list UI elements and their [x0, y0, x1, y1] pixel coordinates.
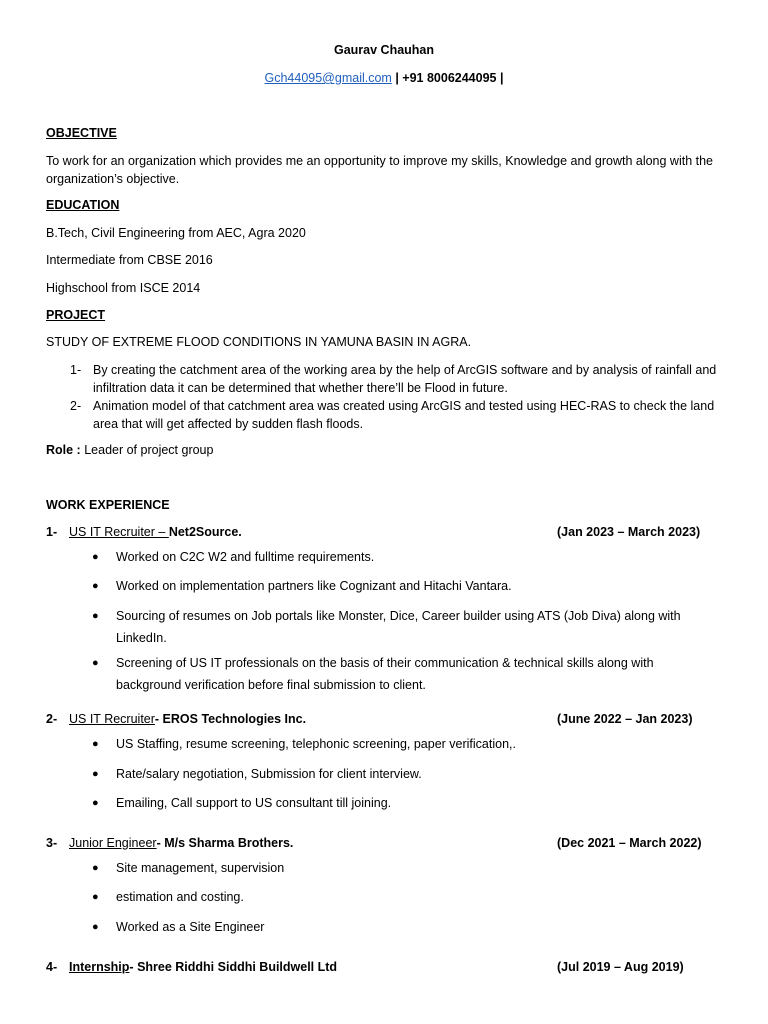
candidate-name: Gaurav Chauhan: [333, 43, 435, 57]
bullet-text: Worked on C2C W2 and fulltime requirements.: [116, 550, 375, 564]
bullet-text: Site management, supervision: [116, 861, 285, 875]
contact-line: [0, 71, 768, 85]
role-label: Role :: [46, 443, 81, 457]
job-title: Junior Engineer: [69, 836, 157, 850]
role-value: Leader of project group: [80, 443, 214, 457]
job-separator: -: [154, 712, 163, 726]
bullet-icon: ●: [92, 891, 99, 903]
project-point-number: 2-: [70, 399, 82, 413]
job-title-line: [69, 960, 337, 974]
work-experience-heading: WORK EXPERIENCE: [46, 498, 170, 512]
bullet-text: US Staffing, resume screening, telephonic screening, paper verification,.: [116, 737, 516, 751]
job-title: US IT Recruiter: [69, 525, 155, 539]
education-item: Intermediate from CBSE 2016: [46, 253, 213, 267]
phone-number: +91 8006244095: [402, 71, 497, 85]
job-title: Internship: [69, 960, 130, 974]
bullet-icon: ●: [92, 797, 99, 809]
objective-text: To work for an organization which provides me an opportunity to improve my skills, Knowledge and growth along with the organization’s objective.: [46, 154, 714, 186]
job-dates: (Jul 2019 – Aug 2019): [557, 960, 684, 974]
project-point-text: Animation model of that catchment area was created using ArcGIS and tested using HEC-RAS to check the land area that will get affected by sudden flash floods.: [93, 399, 715, 431]
job-entry: [46, 836, 726, 854]
project-heading: PROJECT: [46, 308, 106, 322]
email-link[interactable]: Gch44095@gmail.com: [264, 71, 392, 85]
project-point-text: By creating the catchment area of the working area by the help of ArcGIS software and by analysis of rainfall and infiltration data it can be determined that whether there’ll be Flood in future.: [93, 363, 717, 395]
job-number: 3-: [46, 836, 58, 850]
job-title-line: [69, 836, 293, 850]
job-company: Net2Source.: [168, 525, 242, 539]
bullet-text: Rate/salary negotiation, Submission for client interview.: [116, 767, 422, 781]
job-title-line: [69, 712, 306, 726]
objective-heading: OBJECTIVE: [46, 126, 117, 140]
bullet-icon: ●: [92, 738, 99, 750]
job-separator: -: [156, 836, 165, 850]
job-number: 1-: [46, 525, 58, 539]
bullet-icon: ●: [92, 580, 99, 592]
bullet-text: Worked on implementation partners like Cognizant and Hitachi Vantara.: [116, 579, 512, 593]
contact-trailing: |: [496, 71, 504, 85]
bullet-text: Worked as a Site Engineer: [116, 920, 265, 934]
bullet-icon: ●: [92, 768, 99, 780]
bullet-icon: ●: [92, 551, 99, 563]
job-entry: [46, 960, 726, 978]
job-entry: [46, 525, 726, 543]
job-company: EROS Technologies Inc.: [162, 712, 307, 726]
job-separator: –: [154, 525, 169, 539]
job-entry: [46, 712, 726, 730]
job-separator: -: [129, 960, 138, 974]
job-company: M/s Sharma Brothers.: [164, 836, 294, 850]
job-number: 4-: [46, 960, 58, 974]
bullet-text: Emailing, Call support to US consultant till joining.: [116, 796, 392, 810]
project-role: [46, 443, 213, 457]
bullet-text: Screening of US IT professionals on the basis of their communication & technical skills along with background verification before final submission to client.: [116, 656, 654, 692]
project-point-number: 1-: [70, 363, 82, 377]
bullet-icon: ●: [92, 862, 99, 874]
bullet-icon: ●: [92, 610, 99, 622]
job-company: Shree Riddhi Siddhi Buildwell Ltd: [137, 960, 338, 974]
job-dates: (June 2022 – Jan 2023): [557, 712, 693, 726]
bullet-icon: ●: [92, 921, 99, 933]
job-dates: (Dec 2021 – March 2022): [557, 836, 702, 850]
bullet-text: estimation and costing.: [116, 890, 244, 904]
job-number: 2-: [46, 712, 58, 726]
job-title: US IT Recruiter: [69, 712, 155, 726]
bullet-icon: ●: [92, 657, 99, 669]
job-title-line: [69, 525, 242, 539]
bullet-text: Sourcing of resumes on Job portals like Monster, Dice, Career builder using ATS (Job Diva) along with LinkedIn.: [116, 609, 681, 645]
education-item: B.Tech, Civil Engineering from AEC, Agra 2020: [46, 226, 306, 240]
job-dates: (Jan 2023 – March 2023): [557, 525, 701, 539]
education-heading: EDUCATION: [46, 198, 120, 212]
project-title: STUDY OF EXTREME FLOOD CONDITIONS IN YAMUNA BASIN IN AGRA.: [46, 335, 472, 349]
education-item: Highschool from ISCE 2014: [46, 281, 201, 295]
contact-separator: |: [391, 71, 403, 85]
